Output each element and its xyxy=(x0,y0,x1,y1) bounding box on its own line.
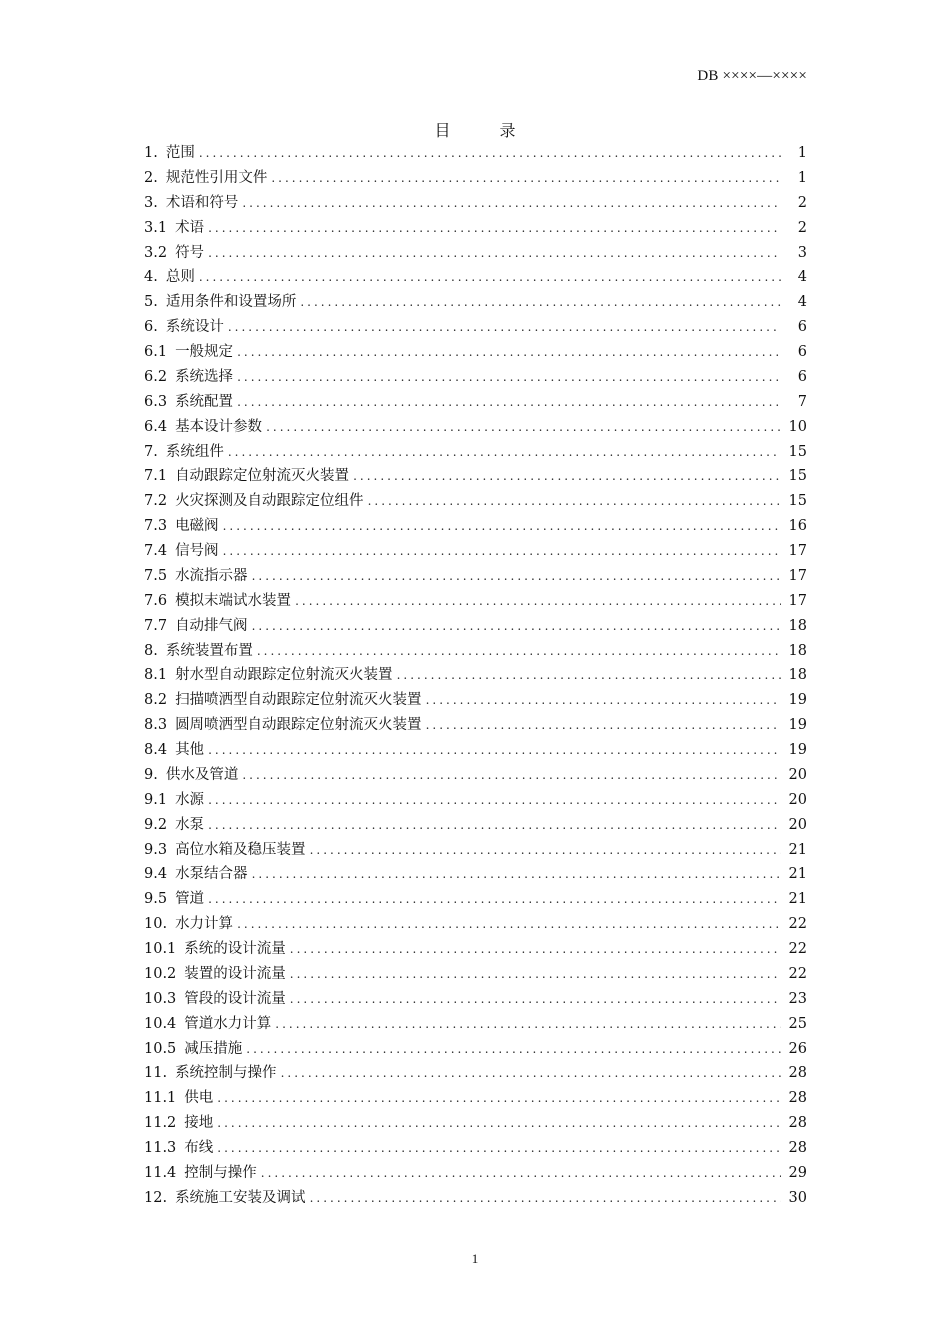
toc-entry-page: 15 xyxy=(788,468,807,485)
toc-entry-label: 水泵 xyxy=(175,816,205,833)
toc-entry-number: 10.1 xyxy=(144,941,177,957)
toc-entry-number: 6.2 xyxy=(144,368,168,385)
toc-entry-page: 25 xyxy=(788,1015,807,1032)
toc-entry-number: 8.3 xyxy=(144,717,168,734)
toc-entry-label: 模拟末端试水装置 xyxy=(175,592,292,609)
toc-entry[interactable] xyxy=(144,365,807,390)
toc-entry-label: 系统施工安装及调试 xyxy=(175,1189,306,1206)
toc-entry-label: 电磁阀 xyxy=(175,518,219,535)
toc-entry-label: 扫描喷洒型自动跟踪定位射流灭火装置 xyxy=(175,692,422,709)
toc-entry-label: 水流指示器 xyxy=(175,567,248,584)
toc-entry-page: 19 xyxy=(788,742,807,758)
toc-entry[interactable] xyxy=(144,464,807,489)
toc-dot-leader xyxy=(252,614,781,639)
toc-entry-page: 10 xyxy=(788,418,807,435)
toc-entry[interactable] xyxy=(144,962,807,987)
toc-entry-number: 7. xyxy=(144,443,158,460)
toc-entry[interactable] xyxy=(144,166,807,191)
toc-entry[interactable] xyxy=(144,887,807,912)
toc-dot-leader xyxy=(368,489,781,514)
toc-dot-leader xyxy=(266,415,781,440)
toc-dot-leader xyxy=(281,1061,781,1086)
toc-entry-label: 布线 xyxy=(184,1140,214,1156)
toc-entry-page: 18 xyxy=(788,642,807,659)
toc-dot-leader xyxy=(217,1136,781,1161)
toc-entry[interactable] xyxy=(144,589,807,614)
toc-entry-label: 系统装置布置 xyxy=(165,642,253,659)
toc-entry[interactable] xyxy=(144,191,807,216)
toc-entry[interactable] xyxy=(144,489,807,514)
toc-entry[interactable] xyxy=(144,987,807,1012)
toc-dot-leader xyxy=(246,1037,781,1062)
toc-dot-leader xyxy=(199,265,781,290)
toc-entry-page: 19 xyxy=(788,692,807,709)
toc-entry-page: 4 xyxy=(797,269,807,286)
toc-entry-page: 28 xyxy=(788,1115,807,1132)
toc-entry-page: 17 xyxy=(788,567,807,584)
toc-dot-leader xyxy=(290,987,781,1012)
toc-entry-label: 自动排气阀 xyxy=(175,617,248,634)
toc-entry[interactable] xyxy=(144,663,807,688)
toc-entry-number: 8.1 xyxy=(144,667,168,684)
toc-entry-page: 22 xyxy=(788,941,807,957)
toc-entry[interactable] xyxy=(144,514,807,539)
toc-entry-page: 16 xyxy=(788,518,807,535)
toc-entry[interactable] xyxy=(144,1136,807,1161)
toc-entry-label: 术语和符号 xyxy=(165,194,239,211)
toc-entry-page: 26 xyxy=(788,1040,807,1057)
toc-entry-page: 1 xyxy=(797,145,807,161)
toc-entry-label: 信号阀 xyxy=(175,543,219,559)
toc-entry-number: 10.4 xyxy=(144,1015,177,1032)
toc-entry[interactable] xyxy=(144,937,807,962)
toc-entry[interactable] xyxy=(144,1037,807,1062)
toc-entry-number: 1. xyxy=(144,145,158,161)
page-number: 1 xyxy=(471,1251,479,1266)
toc-entry[interactable] xyxy=(144,862,807,887)
toc-entry-page: 29 xyxy=(788,1164,807,1181)
toc-dot-leader xyxy=(353,464,781,489)
toc-dot-leader xyxy=(426,688,781,713)
toc-entry-label: 一般规定 xyxy=(175,344,234,360)
toc-entry-page: 20 xyxy=(788,791,807,808)
toc-entry-page: 15 xyxy=(788,493,807,510)
toc-entry-page: 2 xyxy=(797,219,807,236)
toc-entry-page: 6 xyxy=(797,368,807,385)
toc-entry-number: 10. xyxy=(144,916,168,933)
toc-dot-leader xyxy=(217,1111,781,1136)
toc-entry[interactable] xyxy=(144,265,807,290)
toc-entry[interactable] xyxy=(144,241,807,266)
toc-entry-page: 21 xyxy=(788,866,807,883)
toc-entry-number: 8.4 xyxy=(144,742,168,758)
toc-entry-number: 12. xyxy=(144,1189,168,1206)
toc-entry[interactable] xyxy=(144,813,807,838)
toc-entry[interactable] xyxy=(144,1061,807,1086)
toc-entry-page: 15 xyxy=(788,443,807,460)
toc-dot-leader xyxy=(208,241,781,266)
toc-entry-number: 6.3 xyxy=(144,393,168,410)
toc-entry-label: 管道水力计算 xyxy=(184,1015,272,1032)
toc-entry-number: 6.1 xyxy=(144,344,168,360)
toc-entry[interactable] xyxy=(144,340,807,365)
toc-entry-number: 8.2 xyxy=(144,692,168,709)
toc-entry-number: 7.4 xyxy=(144,543,168,559)
toc-dot-leader xyxy=(208,813,781,838)
toc-entry-number: 11.2 xyxy=(144,1115,177,1132)
toc-entry-number: 3.2 xyxy=(144,244,168,261)
toc-entry-label: 规范性引用文件 xyxy=(165,169,268,186)
toc-entry-label: 系统组件 xyxy=(165,443,224,460)
toc-entry-number: 10.3 xyxy=(144,990,177,1007)
toc-entry-label: 系统的设计流量 xyxy=(184,941,286,957)
toc-entry-label: 其他 xyxy=(175,742,205,758)
toc-dot-leader xyxy=(300,290,781,315)
toc-entry-label: 自动跟踪定位射流灭火装置 xyxy=(175,468,350,485)
toc-dot-leader xyxy=(208,788,781,813)
toc-entry-number: 2. xyxy=(144,169,158,186)
toc-entry[interactable] xyxy=(144,1012,807,1037)
toc-entry-label: 水源 xyxy=(175,791,205,808)
toc-dot-leader xyxy=(310,1186,781,1211)
toc-entry-label: 接地 xyxy=(184,1115,214,1132)
toc-entry[interactable] xyxy=(144,688,807,713)
toc-entry-number: 11.4 xyxy=(144,1164,177,1181)
toc-entry-page: 22 xyxy=(788,965,807,982)
toc-dot-leader xyxy=(237,365,781,390)
toc-entry[interactable] xyxy=(144,614,807,639)
toc-entry-label: 水泵结合器 xyxy=(175,866,248,883)
toc-entry-page: 7 xyxy=(797,393,807,410)
toc-entry-label: 水力计算 xyxy=(175,916,234,933)
toc-dot-leader xyxy=(208,887,781,912)
toc-dot-leader xyxy=(237,340,781,365)
toc-entry-page: 4 xyxy=(797,294,807,311)
toc-entry[interactable] xyxy=(144,1161,807,1186)
toc-entry-number: 4. xyxy=(144,269,158,286)
toc-entry-page: 17 xyxy=(788,543,807,559)
toc-entry-number: 7.2 xyxy=(144,493,168,510)
toc-entry-number: 9.3 xyxy=(144,841,168,858)
toc-entry-label: 供电 xyxy=(184,1090,214,1107)
toc-entry-label: 射水型自动跟踪定位射流灭火装置 xyxy=(175,667,393,684)
toc-entry-number: 9.5 xyxy=(144,891,168,908)
toc-entry-page: 17 xyxy=(788,592,807,609)
toc-entry-label: 管段的设计流量 xyxy=(184,990,286,1007)
toc-entry-label: 系统控制与操作 xyxy=(175,1065,277,1082)
document-code: DB ××××—×××× xyxy=(697,68,807,84)
toc-entry-number: 11.1 xyxy=(144,1090,177,1107)
toc-entry-label: 减压措施 xyxy=(184,1040,243,1057)
toc-entry-number: 7.3 xyxy=(144,518,168,535)
toc-entry-number: 3.1 xyxy=(144,219,168,236)
toc-entry-number: 11.3 xyxy=(144,1140,177,1156)
toc-entry[interactable] xyxy=(144,290,807,315)
toc-entry-page: 28 xyxy=(788,1090,807,1107)
toc-entry-page: 18 xyxy=(788,617,807,634)
toc-entry-number: 9.1 xyxy=(144,791,168,808)
toc-entry-page: 28 xyxy=(788,1140,807,1156)
toc-entry[interactable] xyxy=(144,1086,807,1111)
toc-dot-leader xyxy=(228,315,781,340)
toc-entry-page: 28 xyxy=(788,1065,807,1082)
toc-dot-leader xyxy=(242,191,781,216)
toc-dot-leader xyxy=(310,838,781,863)
toc-entry-page: 6 xyxy=(797,344,807,360)
toc-entry-number: 6. xyxy=(144,319,158,336)
toc-entry[interactable] xyxy=(144,1186,807,1211)
toc-entry[interactable] xyxy=(144,415,807,440)
toc-dot-leader xyxy=(271,166,781,191)
toc-entry-label: 控制与操作 xyxy=(184,1164,257,1181)
toc-dot-leader xyxy=(295,589,781,614)
toc-entry-page: 6 xyxy=(797,319,807,336)
toc-entry[interactable] xyxy=(144,216,807,241)
toc-entry[interactable] xyxy=(144,713,807,738)
toc-entry-page: 23 xyxy=(788,990,807,1007)
toc-entry-number: 8. xyxy=(144,642,158,659)
toc-entry-label: 高位水箱及稳压装置 xyxy=(175,841,306,858)
toc-entry-page: 20 xyxy=(788,816,807,833)
toc-dot-leader xyxy=(223,539,781,564)
toc-entry[interactable] xyxy=(144,1111,807,1136)
toc-entry-label: 管道 xyxy=(175,891,205,908)
toc-entry-number: 7.6 xyxy=(144,592,168,609)
toc-entry-page: 21 xyxy=(788,841,807,858)
toc-entry-page: 2 xyxy=(797,194,807,211)
toc-entry-number: 11. xyxy=(144,1065,168,1082)
toc-dot-leader xyxy=(208,738,781,763)
toc-entry-number: 9. xyxy=(144,766,158,783)
toc-entry-label: 范围 xyxy=(165,145,195,161)
toc-title: 目 录 xyxy=(434,121,538,140)
toc-entry-number: 9.4 xyxy=(144,866,168,883)
toc-entry-number: 6.4 xyxy=(144,418,168,435)
toc-entry-page: 20 xyxy=(788,766,807,783)
toc-entry-page: 22 xyxy=(788,916,807,933)
toc-dot-leader xyxy=(252,564,781,589)
toc-entry-label: 术语 xyxy=(175,219,205,236)
toc-dot-leader xyxy=(397,663,781,688)
toc-dot-leader xyxy=(290,937,781,962)
toc-dot-leader xyxy=(261,1161,781,1186)
toc-entry[interactable] xyxy=(144,838,807,863)
toc-dot-leader xyxy=(426,713,781,738)
toc-dot-leader xyxy=(242,763,781,788)
toc-entry-label: 总则 xyxy=(165,269,195,286)
toc-entry-label: 火灾探测及自动跟踪定位组件 xyxy=(175,493,364,510)
toc-entry[interactable] xyxy=(144,639,807,664)
toc-entry-number: 7.1 xyxy=(144,468,168,485)
toc-entry[interactable] xyxy=(144,763,807,788)
toc-dot-leader xyxy=(228,440,781,465)
toc-entry-label: 系统设计 xyxy=(165,319,224,336)
toc-entry-number: 10.2 xyxy=(144,965,177,982)
toc-entry-number: 5. xyxy=(144,294,158,311)
toc-dot-leader xyxy=(217,1086,781,1111)
toc-entry-number: 10.5 xyxy=(144,1040,177,1057)
toc-entry-number: 7.7 xyxy=(144,617,168,634)
toc-entry-page: 30 xyxy=(788,1189,807,1206)
toc-entry-label: 符号 xyxy=(175,244,205,261)
toc-entry[interactable] xyxy=(144,738,807,763)
toc-entry[interactable] xyxy=(144,390,807,415)
toc-entry[interactable] xyxy=(144,788,807,813)
toc-entry[interactable] xyxy=(144,315,807,340)
toc-entry-label: 圆周喷洒型自动跟踪定位射流灭火装置 xyxy=(175,717,422,734)
toc-entry[interactable] xyxy=(144,141,807,166)
toc-dot-leader xyxy=(275,1012,781,1037)
toc-entry[interactable] xyxy=(144,440,807,465)
toc-entry-page: 1 xyxy=(797,169,807,186)
toc-entry[interactable] xyxy=(144,539,807,564)
toc-entry-number: 3. xyxy=(144,194,158,211)
toc-entry-label: 装置的设计流量 xyxy=(184,965,286,982)
toc-entry-number: 9.2 xyxy=(144,816,168,833)
toc-entry-page: 3 xyxy=(797,244,807,261)
toc-dot-leader xyxy=(199,141,781,166)
toc-entry-page: 18 xyxy=(788,667,807,684)
toc-dot-leader xyxy=(208,216,781,241)
toc-dot-leader xyxy=(257,639,781,664)
toc-dot-leader xyxy=(237,390,781,415)
toc-dot-leader xyxy=(290,962,781,987)
toc-dot-leader xyxy=(237,912,781,937)
toc-entry[interactable] xyxy=(144,564,807,589)
toc-entry-label: 供水及管道 xyxy=(165,766,239,783)
toc-entry-page: 21 xyxy=(788,891,807,908)
toc-entry-label: 系统配置 xyxy=(175,393,234,410)
toc-entry-label: 适用条件和设置场所 xyxy=(165,294,297,311)
table-of-contents xyxy=(144,141,807,1211)
toc-entry-label: 基本设计参数 xyxy=(175,418,263,435)
toc-dot-leader xyxy=(252,862,781,887)
toc-dot-leader xyxy=(223,514,781,539)
toc-entry-label: 系统选择 xyxy=(175,368,234,385)
toc-entry[interactable] xyxy=(144,912,807,937)
toc-entry-page: 19 xyxy=(788,717,807,734)
toc-entry-number: 7.5 xyxy=(144,567,168,584)
